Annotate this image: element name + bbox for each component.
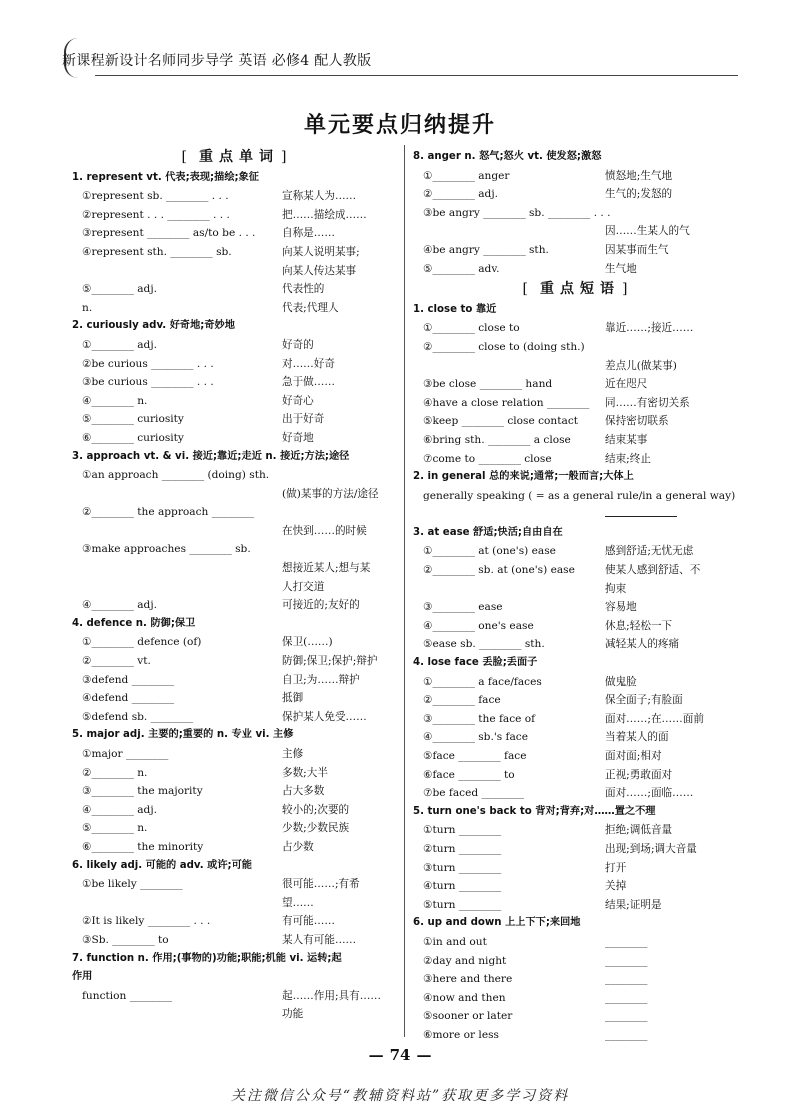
entry-meaning: 好奇的 (282, 338, 314, 351)
entry-english: ③be close ________ hand (423, 378, 553, 391)
entry-english: ①________ adj. (82, 338, 157, 351)
entry-meaning: ________ (605, 954, 648, 967)
entry-line (72, 652, 402, 671)
entry-meaning: 同……有密切关系 (605, 396, 690, 409)
entry-meaning: 占少数 (282, 840, 314, 853)
entry-line (72, 596, 402, 615)
entry-english: ②________ face (423, 694, 501, 707)
entry-line (72, 540, 402, 559)
entry-line (72, 764, 402, 783)
entry-heading: 5. turn one's back to 背对;背弃;对……置之不理 (413, 805, 656, 817)
entry-meaning: 对……好奇 (282, 357, 335, 370)
entry-meaning: 生气的;发怒的 (605, 188, 673, 201)
entry-meaning: 减轻某人的疼痛 (605, 638, 680, 651)
entry-line (413, 691, 743, 710)
entry-english: ④________ sb.'s face (423, 731, 528, 744)
entry-line (413, 952, 743, 971)
entry-meaning: 好奇心 (282, 394, 314, 407)
entry-line (413, 598, 743, 617)
entry-english: ②________ n. (82, 766, 148, 779)
entry-english: ③represent ________ as/to be . . . (82, 227, 256, 240)
entry-english: ②________ close to (doing sth.) (423, 340, 585, 353)
entry-line (72, 410, 402, 429)
entry-english: ①be likely ________ (82, 878, 183, 891)
entry-line (413, 896, 743, 915)
entry-meaning: 功能 (282, 1008, 304, 1021)
entry-english: ③be angry ________ sb. ________ . . . (423, 206, 611, 219)
entry-line (413, 431, 743, 450)
entry-line (413, 357, 743, 376)
entry-meaning: 向某人说明某事; (282, 245, 360, 258)
entry-english: ②________ vt. (82, 655, 151, 668)
entry-line (413, 375, 743, 394)
entry-meaning: 保全面子;有脸面 (605, 694, 683, 707)
entry-line (413, 204, 743, 223)
entry-english: ⑥face ________ to (423, 768, 515, 781)
entry-meaning: 生气地 (605, 262, 637, 275)
entry-english: ④________ adj. (82, 599, 157, 612)
entry-english: ④turn ________ (423, 880, 502, 893)
entry-heading: 2. curiously adv. 好奇地;奇妙地 (72, 320, 235, 332)
entry-meaning: 出现;到场;调大音量 (605, 842, 697, 855)
entry-meaning: 保持密切联系 (605, 415, 669, 428)
entry-line (72, 689, 402, 708)
entry-line (72, 243, 402, 262)
entry-meaning: 代表性的 (282, 283, 325, 296)
entry-meaning: 可接近的;友好的 (282, 599, 360, 612)
entry-meaning: 起……作用;具有…… (282, 989, 381, 1002)
entry-english: ③________ ease (423, 601, 503, 614)
entry-line (72, 782, 402, 801)
entry-meaning: 抵御 (282, 692, 304, 705)
entry-english: ②________ sb. at (one's) ease (423, 564, 575, 577)
entry-english: ⑦come to ________ close (423, 452, 552, 465)
entry-heading: 3. at ease 舒适;快活;自由自在 (413, 526, 563, 538)
entry-meaning: 差点儿(做某事) (605, 359, 677, 372)
page-title: 单元要点归纳提升 (303, 112, 496, 138)
entry-line (413, 412, 743, 431)
entry-meaning: 面对面;相对 (605, 750, 662, 762)
entry-line (72, 1005, 402, 1024)
entry-line (413, 450, 743, 469)
entry-heading: 4. defence n. 防御;保卫 (72, 617, 196, 629)
entry-english: ①________ defence (of) (82, 636, 202, 649)
entry-line (72, 838, 402, 857)
entry-english: ②It is likely ________ . . . (82, 915, 211, 928)
entry-heading: 2. in general 总的来说;通常;一般而言;大体上 (413, 471, 634, 483)
entry-line (413, 319, 743, 338)
words-list (72, 169, 402, 1024)
entry-meaning: 占大多数 (282, 785, 325, 798)
entry-meaning: 望…… (282, 896, 314, 909)
entry-meaning: 自称是…… (282, 227, 335, 240)
entry-line (413, 728, 743, 747)
phrases-list (413, 301, 743, 1045)
entry-line (72, 187, 402, 206)
entry-line (413, 167, 743, 186)
entry-heading: 5. major adj. 主要的;重要的 n. 专业 vi. 主修 (72, 729, 294, 741)
entry-heading: 1. close to 靠近 (413, 303, 497, 315)
blank-line (413, 505, 743, 524)
entry-meaning: (做)某事的方法/途径 (282, 487, 379, 500)
entry-meaning: 主修 (282, 748, 304, 760)
entry-meaning: 结果;证明是 (605, 898, 662, 911)
entry-english: ④now and then (423, 991, 506, 1004)
entry-line (72, 392, 402, 411)
entry-meaning: 代表;代理人 (282, 301, 339, 314)
entry-english: ④________ n. (82, 394, 148, 407)
entry-meaning: 感到舒适;无忧无虑 (605, 545, 694, 558)
entry-meaning: 好奇地 (282, 431, 314, 444)
entry-line (72, 708, 402, 727)
entry-english: ①________ a face/faces (423, 675, 542, 688)
entry-meaning: 较小的;次要的 (282, 803, 350, 816)
entry-meaning: ________ (605, 991, 648, 1004)
column-divider (404, 145, 405, 1037)
entry-meaning: 使某人感到舒适、不 (605, 564, 701, 577)
page-number: — 74 — (0, 1046, 800, 1064)
entry-english: ⑤sooner or later (423, 1010, 513, 1023)
entry-english: function ________ (82, 989, 173, 1002)
entry-line (413, 840, 743, 859)
entry-line (413, 617, 743, 636)
entry-meaning: 打开 (605, 861, 627, 874)
entry-meaning: 宣称某人为…… (282, 190, 357, 203)
entry-line (72, 522, 402, 541)
entry-line (413, 222, 743, 241)
entry-line (413, 635, 743, 654)
entry-meaning: 靠近……;接近…… (605, 322, 694, 335)
entry-meaning: 因……生某人的气 (605, 225, 690, 238)
entry-meaning: 休息;轻松一下 (605, 619, 673, 632)
entry-english: ⑤turn ________ (423, 898, 502, 911)
entry-heading: 6. up and down 上上下下;来回地 (413, 917, 581, 929)
entry-english: ③here and there (423, 973, 513, 986)
entry-english: ⑤________ adv. (423, 262, 500, 275)
entry-english: ①an approach ________ (doing) sth. (82, 469, 270, 482)
entry-line (72, 429, 402, 448)
entry-english: ⑤defend sb. ________ (82, 710, 194, 723)
entry-line (72, 894, 402, 913)
entry-meaning: 当着某人的面 (605, 731, 669, 744)
entry-heading: 8. anger n. 怒气;怒火 vt. 使发怒;激怒 (413, 151, 602, 162)
entry-meaning: 因某事而生气 (605, 243, 669, 256)
entry-line (413, 260, 743, 279)
entry-english: ④________ adj. (82, 803, 157, 816)
entry-meaning: 容易地 (605, 601, 637, 614)
entry-line (72, 671, 402, 690)
entry-english: ⑥bring sth. ________ a close (423, 433, 571, 446)
entry-line (413, 933, 743, 952)
words-list-continued (413, 148, 743, 278)
entry-meaning: 面对……;在……面前 (605, 712, 704, 725)
entry-meaning: 保护某人免受…… (282, 710, 367, 723)
entry-line (72, 280, 402, 299)
entry-english: ⑤ease sb. ________ sth. (423, 638, 545, 651)
section-heading-words: [ 重点单词 ] (72, 148, 402, 167)
entry-line (413, 989, 743, 1008)
right-column (413, 148, 743, 1045)
entry-meaning: ________ (605, 935, 648, 948)
entry-line (413, 561, 743, 580)
entry-meaning: 自卫;为……辩护 (282, 673, 360, 686)
entry-line (72, 912, 402, 931)
entry-english: ②represent . . . ________ . . . (82, 208, 230, 221)
entry-english: ③________ the majority (82, 785, 203, 798)
entry-line (413, 877, 743, 896)
entry-line (72, 875, 402, 894)
entry-line (72, 559, 402, 578)
entry-line (72, 819, 402, 838)
entry-line (72, 224, 402, 243)
entry-english: ⑤________ n. (82, 822, 148, 835)
entry-line (413, 747, 743, 766)
entry-meaning: 保卫(……) (282, 636, 333, 649)
footer-note: 关注微信公众号“教辅资料站”获取更多学习资料 (230, 1088, 570, 1104)
entry-line (413, 185, 743, 204)
entry-meaning: 出于好奇 (282, 413, 325, 426)
book-header: 新课程新设计名师同步导学 英语 必修4 配人教版 (62, 53, 372, 69)
entry-meaning: ________ (605, 1028, 648, 1041)
entry-line (72, 578, 402, 597)
entry-english: ②________ the approach ________ (82, 506, 255, 519)
entry-meaning: 防御;保卫;保护;辩护 (282, 655, 378, 668)
entry-line (413, 766, 743, 785)
entry-english: ②day and night (423, 954, 507, 967)
entry-english: ③Sb. ________ to (82, 933, 169, 946)
entry-english: ④defend ________ (82, 692, 175, 705)
entry-line (72, 745, 402, 764)
entry-line (413, 970, 743, 989)
entry-meaning: 正视;勇敢面对 (605, 768, 673, 781)
header-rule (95, 75, 738, 76)
entry-english: ②turn ________ (423, 842, 502, 855)
entry-heading: 1. represent vt. 代表;表现;描绘;象征 (72, 171, 259, 183)
entry-meaning: 有可能…… (282, 915, 335, 928)
entry-english: ③turn ________ (423, 861, 502, 874)
entry-line (413, 241, 743, 260)
entry-note: generally speaking ( = as a general rule/in a general way) (423, 489, 736, 502)
entry-line (72, 987, 402, 1006)
entry-english: ②be curious ________ . . . (82, 357, 214, 370)
entry-line (72, 262, 402, 281)
left-column (72, 148, 402, 1024)
entry-english: ①________ close to (423, 322, 520, 335)
entry-line (413, 673, 743, 692)
entry-heading: 4. lose face 丢脸;丢面子 (413, 657, 538, 669)
entry-english: ①major ________ (82, 748, 169, 760)
entry-meaning: 面对……;面临…… (605, 787, 694, 800)
entry-meaning: 向某人传达某事 (282, 264, 357, 277)
entry-heading: 3. approach vt. & vi. 接近;靠近;走近 n. 接近;方法;途径 (72, 450, 350, 462)
entry-english: ①represent sb. ________ . . . (82, 190, 229, 203)
entry-english: ①________ at (one's) ease (423, 545, 556, 558)
entry-line (72, 466, 402, 485)
entry-english: ②________ adj. (423, 188, 498, 201)
entry-line (72, 633, 402, 652)
entry-heading: 作用 (72, 971, 93, 983)
entry-english: ③make approaches ________ sb. (82, 543, 251, 556)
entry-line (72, 931, 402, 950)
entry-line (413, 710, 743, 729)
entry-heading: 7. function n. 作用;(事物的)功能;职能;机能 vi. 运转;起 (72, 952, 342, 964)
entry-meaning: 结束;终止 (605, 452, 651, 465)
entry-line (72, 206, 402, 225)
entry-meaning: ________ (605, 1010, 648, 1023)
entry-english: ③be curious ________ . . . (82, 376, 214, 389)
entry-english: ①turn ________ (423, 824, 502, 837)
entry-english: ⑤face ________ face (423, 750, 527, 762)
entry-meaning: 结束某事 (605, 433, 648, 446)
entry-meaning: 在快到……的时候 (282, 524, 367, 537)
entry-meaning: 很可能……;有希 (282, 878, 360, 891)
entry-english: ①________ anger (423, 169, 510, 182)
entry-english: ⑦be faced ________ (423, 787, 524, 800)
entry-meaning: 拒绝;调低音量 (605, 824, 673, 837)
entry-meaning: 想接近某人;想与某 (282, 562, 371, 575)
entry-line (413, 784, 743, 803)
entry-line (413, 394, 743, 413)
entry-english: ⑥________ curiosity (82, 431, 184, 444)
entry-line (72, 503, 402, 522)
entry-meaning: 急于做…… (282, 376, 335, 389)
entry-line (72, 336, 402, 355)
entry-meaning: 某人有可能…… (282, 933, 357, 946)
section-heading-phrases: [ 重点短语 ] (413, 280, 743, 299)
entry-line (413, 1026, 743, 1045)
entry-line (72, 355, 402, 374)
entry-meaning: 近在咫尺 (605, 378, 648, 391)
entry-meaning: 拘束 (605, 582, 627, 595)
entry-english: ⑤keep ________ close contact (423, 415, 579, 428)
entry-line (413, 338, 743, 357)
entry-line (72, 485, 402, 504)
entry-line (413, 1007, 743, 1026)
entry-english: ⑤________ curiosity (82, 413, 184, 426)
entry-english: ④represent sth. ________ sb. (82, 245, 232, 258)
entry-english: ④have a close relation ________ (423, 396, 590, 409)
entry-meaning: 愤怒地;生气地 (605, 169, 673, 182)
entry-line (413, 580, 743, 599)
entry-english: ①in and out (423, 935, 487, 948)
entry-meaning: 少数;少数民族 (282, 822, 350, 835)
entry-meaning: 多数;大半 (282, 766, 328, 779)
entry-english: n. (82, 301, 93, 314)
entry-english: ⑤________ adj. (82, 283, 157, 296)
entry-meaning: 关掉 (605, 880, 627, 893)
entry-english: ④________ one's ease (423, 619, 534, 632)
entry-english: ⑥more or less (423, 1028, 499, 1041)
entry-english: ③defend ________ (82, 673, 175, 686)
entry-meaning: 人打交道 (282, 580, 325, 593)
entry-line (72, 801, 402, 820)
entry-line (413, 821, 743, 840)
entry-meaning: 做鬼脸 (605, 675, 637, 688)
entry-english: ③________ the face of (423, 712, 536, 725)
entry-line (413, 859, 743, 878)
entry-english: ⑥________ the minority (82, 840, 204, 853)
entry-meaning: ________ (605, 973, 648, 986)
entry-heading: 6. likely adj. 可能的 adv. 或许;可能 (72, 859, 252, 871)
entry-english: ④be angry ________ sth. (423, 243, 549, 256)
entry-line (72, 373, 402, 392)
entry-line (413, 542, 743, 561)
entry-meaning: 把……描绘成…… (282, 208, 367, 221)
entry-line (72, 299, 402, 318)
